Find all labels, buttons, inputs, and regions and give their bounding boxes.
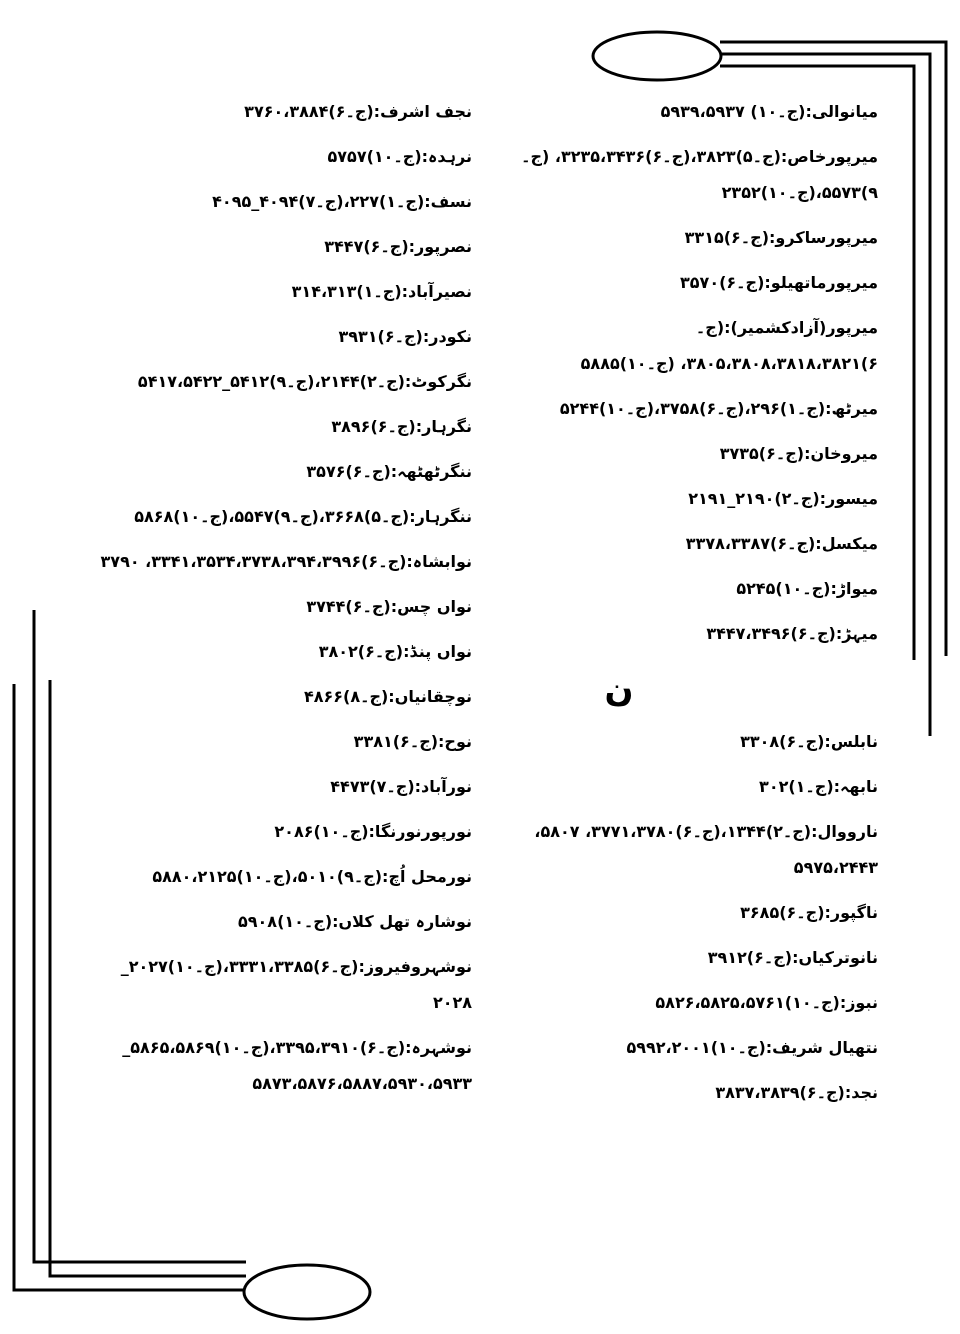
left-index-column [100, 94, 472, 1111]
right-index-column [500, 94, 878, 1120]
index-entry: نورپورنورنگا:(ج۔۱۰)۲۰۸۶ [274, 822, 472, 841]
index-entry: نورآباد:(ج۔۷)۴۴۷۳ [330, 777, 472, 796]
index-entry: نجد:(ج۔۶)۳۸۳۷،۳۸۳۹ [715, 1083, 878, 1102]
index-entry: میرپورماتھیلو:(ج۔۶)۳۵۷۰ [680, 273, 878, 292]
index-entry: نگرکوٹ:(ج۔۲)۲۱۴۴،(ج۔۹)۵۴۱۲_۵۴۱۷،۵۴۲۲ [137, 372, 472, 391]
index-entry: میرٹھ:(ج۔۱)۲۹۶،(ج۔۶)۳۷۵۸،(ج۔۱۰)۵۲۴۴ [559, 399, 878, 418]
index-entry: نورمحل اُچ:(ج۔۹)۵۰۱۰،(ج۔۱۰)۵۸۸۰،۲۱۲۵ [152, 867, 472, 886]
index-entry: نوشہروفیروز:(ج۔۶)۳۳۳۱،۳۳۸۵،(ج۔۱۰)۲۰۲۷_ ۲۰۲۸ [120, 957, 472, 1012]
index-entry: نسف:(ج۔۱)۲۲۷،(ج۔۷)۴۰۹۴_۴۰۹۵ [212, 192, 472, 211]
index-entry: میواڑ:(ج۔۱۰)۵۲۴۵ [736, 579, 878, 598]
index-entry: نبوز:(ج۔۱۰)۵۸۲۶،۵۸۲۵،۵۷۶۱ [655, 993, 878, 1012]
index-entry: نرہدہ:(ج۔۱۰)۵۷۵۷ [327, 147, 472, 166]
index-entry: ننگرٹھٹھہ:(ج۔۶)۳۵۷۶ [306, 462, 472, 481]
index-entry: نوشارہ تھل کلاں:(ج۔۱۰)۵۹۰۸ [238, 912, 472, 931]
index-entry: نکودر:(ج۔۶)۳۹۳۱ [338, 327, 472, 346]
index-entry: نواں پنڈ:(ج۔۶)۳۸۰۲ [318, 642, 472, 661]
index-entry: میرپورخاص:(ج۔۵)۳۸۲۳،(ج۔۶)۳۲۳۵،۳۴۳۶، (ج۔۹)۵۵۷۳،(ج۔۱۰)۲۳۵۲ [521, 147, 878, 202]
index-entry: میہڑ:(ج۔۶)۳۴۴۷،۳۴۹۶ [706, 624, 878, 643]
index-entry: نابلس:(ج۔۶)۳۳۰۸ [740, 732, 878, 751]
index-entry: نارووال:(ج۔۲)۱۳۴۴،(ج۔۶)۳۷۷۱،۳۷۸۰، ۵۸۰۷، ۵۹۷۵،۲۴۴۳ [534, 822, 878, 877]
top-oval-ornament [593, 32, 721, 80]
index-entry: میانوالی:(ج۔۱۰) ۵۹۳۹،۵۹۳۷ [660, 102, 878, 121]
index-entry: میرپور(آزادکشمیر):(ج۔۶)۳۸۰۵،۳۸۰۸،۳۸۱۸،۳۸۲۱، (ج۔۱۰)۵۸۸۵ [580, 318, 878, 373]
index-entry: ننگرہار:(ج۔۵)۳۶۶۸،(ج۔۹)۵۵۴۷،(ج۔۱۰)۵۸۶۸ [134, 507, 472, 526]
index-entry: نانوترکیاں:(ج۔۶)۳۹۱۲ [707, 948, 878, 967]
index-entry: نوح:(ج۔۶)۳۳۸۱ [353, 732, 472, 751]
index-entry: ناگپور:(ج۔۶)۳۶۸۵ [740, 903, 878, 922]
index-entry: نگرہار:(ج۔۶)۳۸۹۶ [331, 417, 472, 436]
index-entry: نصیرآباد:(ج۔۱)۳۱۴،۳۱۳ [291, 282, 472, 301]
index-entry: نوابشاہ:(ج۔۶)۳۳۴۱،۳۵۳۴،۳۷۳۸،۳۹۴،۳۹۹۶، ۳۷۹۰ [100, 552, 472, 571]
index-entry: نوچقانیاں:(ج۔۸)۴۸۶۶ [303, 687, 472, 706]
index-entry: نجف اشرف:(ج۔۶)۳۷۶۰،۳۸۸۴ [244, 102, 472, 121]
bottom-oval-ornament [244, 1265, 370, 1319]
index-entry: میرپورساکرو:(ج۔۶)۳۳۱۵ [684, 228, 878, 247]
index-entry: نصرپور:(ج۔۶)۳۴۴۷ [324, 237, 472, 256]
index-entry: نابھہ:(ج۔۱)۳۰۲ [759, 777, 878, 796]
index-entry: نتھیال شریف:(ج۔۱۰)۵۹۹۲،۲۰۰۱ [626, 1038, 878, 1057]
index-entry: نوشہرہ:(ج۔۶)۳۳۹۵،۳۹۱۰،(ج۔۱۰)۵۸۶۵،۵۸۶۹_ ۵۸۷۳،۵۸۷۶،۵۸۸۷،۵۹۳۰،۵۹۳۳ [122, 1038, 472, 1093]
index-entry: میسور:(ج۔۲)۲۱۹۰_۲۱۹۱ [688, 489, 878, 508]
index-entry: میکسل:(ج۔۶)۳۳۷۸،۳۳۸۷ [685, 534, 878, 553]
index-entry: نواں چس:(ج۔۶)۳۷۴۴ [306, 597, 472, 616]
section-letter-heading: ن [604, 670, 634, 710]
index-entry: میروخان:(ج۔۶)۳۷۳۵ [719, 444, 878, 463]
